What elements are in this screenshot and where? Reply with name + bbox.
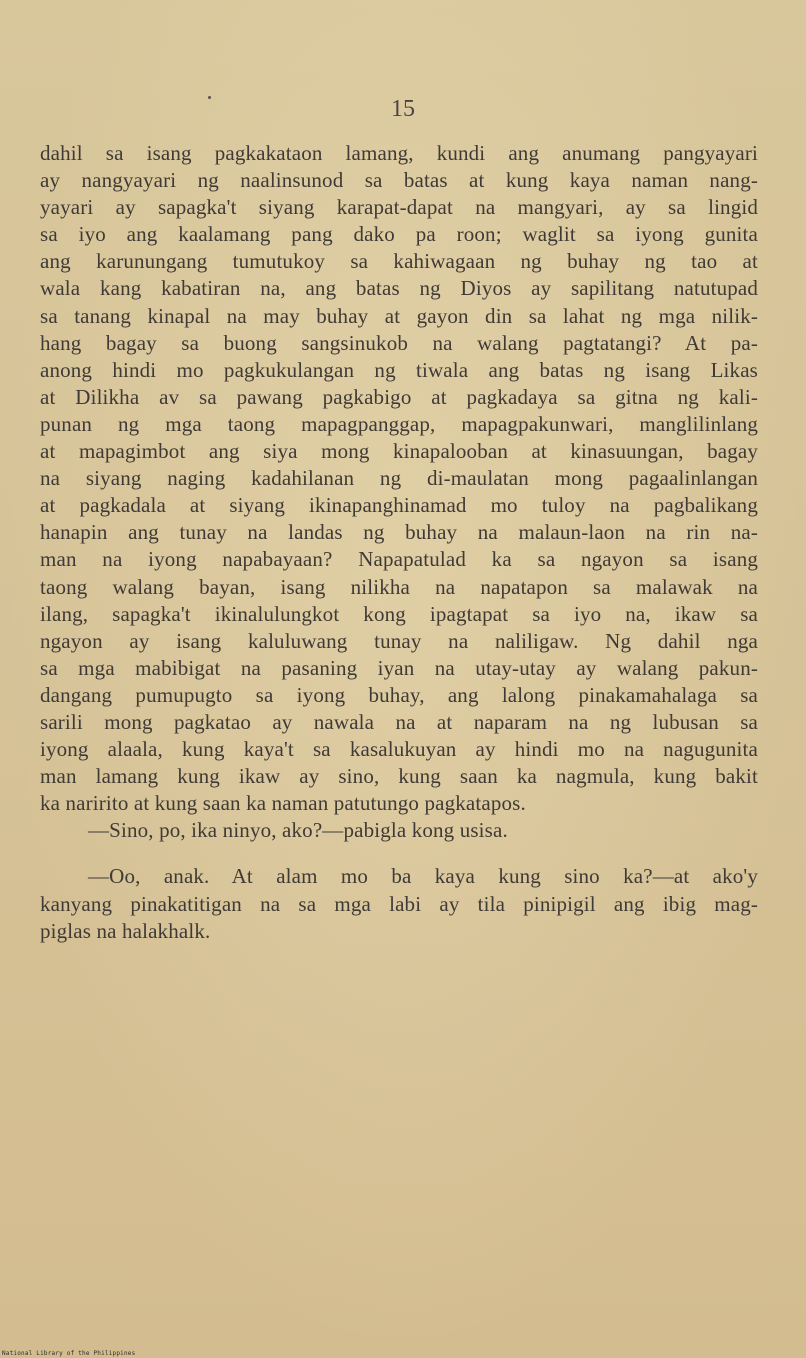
text-line: piglas na halakhalk. [40, 918, 211, 943]
text-line: yayari ay sapagka't siyang karapat-dapat na mangyari, ay sa lingid [40, 195, 758, 220]
paragraph-3 [40, 863, 758, 944]
text-line: wala kang kabatiran na, ang batas ng Diyos ay sapilitang natutupad [40, 276, 758, 301]
text-line: dangang pumupugto sa iyong buhay, ang lalong pinakamahalaga sa [40, 682, 758, 707]
text-line: kanyang pinakatitigan na sa mga labi ay tila pinipigil ang ibig mag- [40, 891, 758, 916]
paragraph-gap [40, 844, 758, 863]
text-line: hang bagay sa buong sangsinukob na walang pagtatangi? At pa- [40, 330, 758, 355]
text-line: hanapin ang tunay na landas ng buhay na malaun-laon na rin na- [40, 520, 758, 545]
text-line: taong walang bayan, isang nilikha na napatapon sa malawak na [40, 574, 758, 599]
text-line: sarili mong pagkatao ay nawala na at naparam na ng lubusan sa [40, 709, 758, 734]
text-line: man lamang kung ikaw ay sino, kung saan ka nagmula, kung bakit [40, 764, 758, 789]
text-line: at pagkadala at siyang ikinapanghinamad mo tuloy na pagbalikang [40, 493, 758, 518]
text-line: ang karunungang tumutukoy sa kahiwagaan ng buhay ng tao at [40, 249, 758, 274]
text-line: at mapagimbot ang siya mong kinapalooban at kinasuungan, bagay [40, 439, 758, 464]
text-line: sa mga mabibigat na pasaning iyan na utay-utay ay walang pakun- [40, 655, 758, 680]
dialogue-line: —Oo, anak. At alam mo ba kaya kung sino ka?—at ako'y [88, 864, 758, 889]
text-line: at Dilikha av sa pawang pagkabigo at pagkadaya sa gitna ng kali- [40, 384, 758, 409]
text-line: anong hindi mo pagkukulangan ng tiwala ang batas ng isang Likas [40, 357, 758, 382]
page-number: 15 [391, 96, 415, 122]
text-line: man na iyong napabayaan? Napapatulad ka sa ngayon sa isang [40, 547, 758, 572]
text-line: na siyang naging kadahilanan ng di-maulatan mong pagaalinlangan [40, 466, 758, 491]
text-line: ngayon ay isang kaluluwang tunay na naliligaw. Ng dahil nga [40, 628, 758, 653]
text-line: sa tanang kinapal na may buhay at gayon din sa lahat ng mga nilik- [40, 303, 758, 328]
text-line: ka naririto at kung saan ka naman patutungo pagkatapos. [40, 791, 526, 816]
paragraph-1 [40, 140, 758, 817]
body-text [40, 140, 758, 945]
paragraph-2 [40, 817, 758, 844]
text-line: ilang, sapagka't ikinalulungkot kong ipagtapat sa iyo na, ikaw sa [40, 601, 758, 626]
text-line: sa iyo ang kaalamang pang dako pa roon; waglit sa iyong gunita [40, 222, 758, 247]
library-watermark: National Library of the Philippines [2, 1350, 136, 1357]
text-line: ay nangyayari ng naalinsunod sa batas at kung kaya naman nang- [40, 168, 758, 193]
text-line: dahil sa isang pagkakataon lamang, kundi ang anumang pangyayari [40, 141, 758, 165]
dialogue-line: —Sino, po, ika ninyo, ako?—pabigla kong usisa. [88, 818, 508, 843]
text-line: punan ng mga taong mapagpanggap, mapagpakunwari, manglilinlang [40, 411, 758, 436]
text-line: iyong alaala, kung kaya't sa kasalukuyan ay hindi mo na nagugunita [40, 737, 758, 762]
